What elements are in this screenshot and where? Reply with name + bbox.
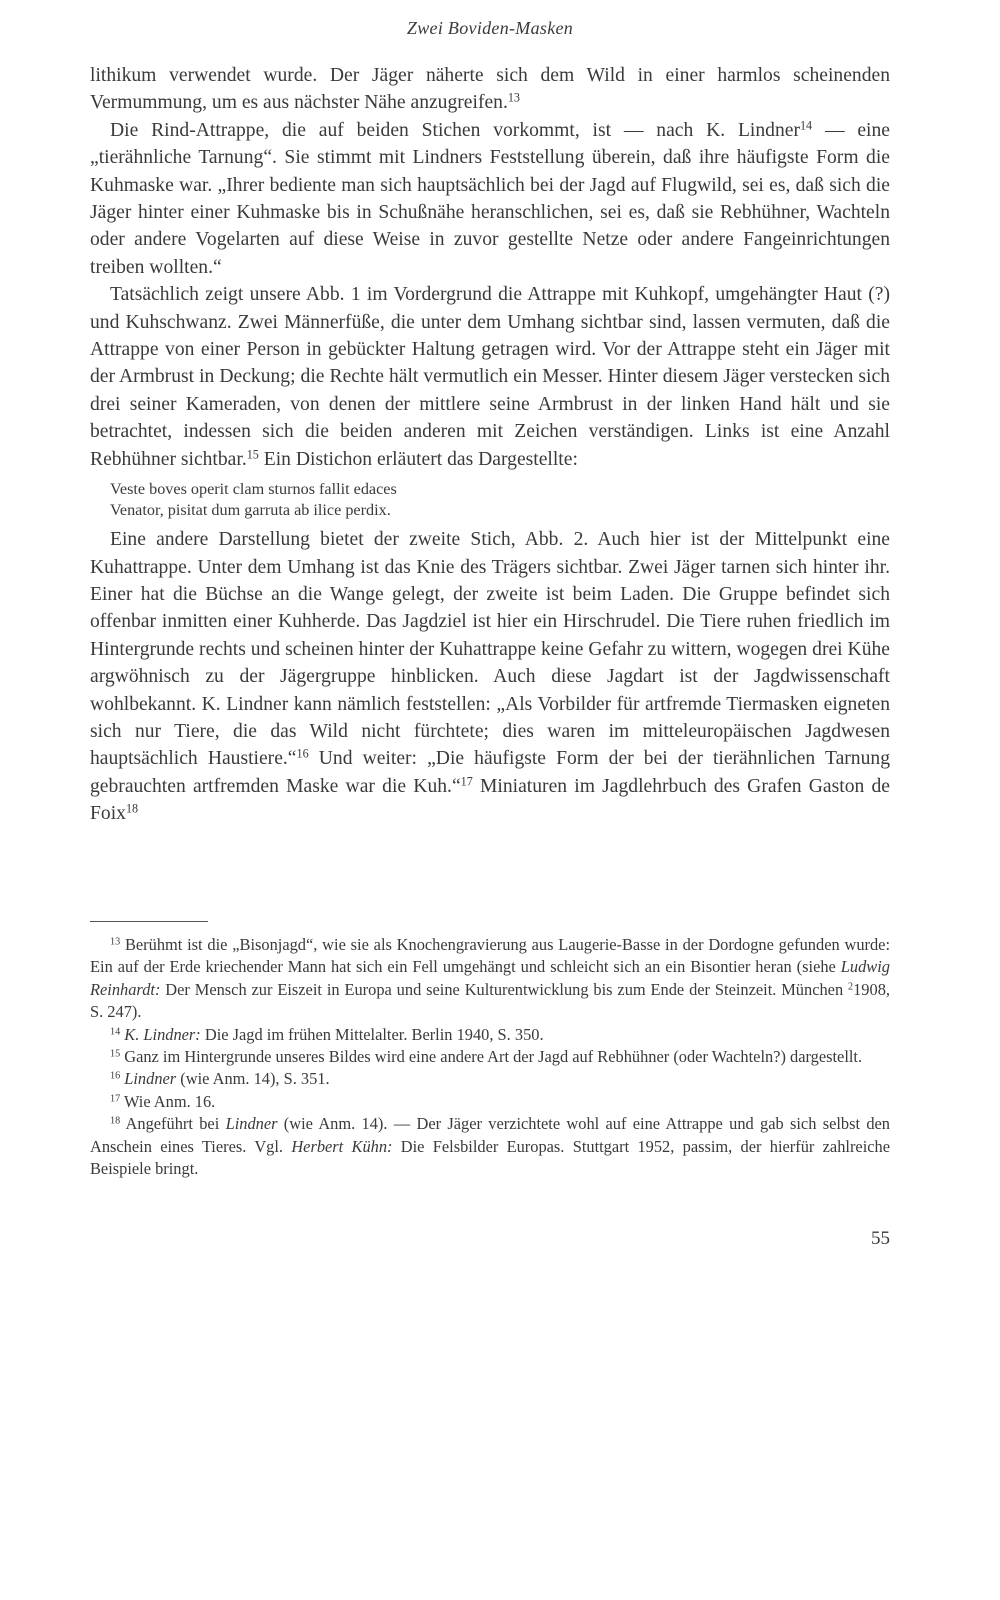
footnote-16: $^{16}$ Lindner (wie Anm. 14), S. 351.: [110, 1069, 330, 1089]
paragraph-1: lithikum verwendet wurde. Der Jäger näherte sich dem Wild in einer harmlos scheinenden Vermummung, um es aus nächster Nähe anzugreifen.$^{13}$: [90, 65, 890, 114]
footnote-ref-16: 16: [296, 746, 309, 761]
footnote-ref-18: 18: [125, 801, 139, 816]
footnote-ref-14: 14: [799, 118, 813, 133]
verse-line: Veste boves operit clam sturnos fallit edaces: [110, 480, 397, 499]
paragraph-3: Tatsächlich zeigt unsere Abb. 1 im Vordergrund die Attrappe mit Kuhkopf, umgehängter Haut (?) und Kuhschwanz. Zwei Männerfüße, die unter dem Umhang sichtbar sind, lassen vermuten, daß die Attrappe von einer Person in gebückter Haltung getragen wird. Vor der Attrappe steht ein Jäger mit der Armbrust in Deckung; die Rechte hält vermutlich ein Messer. Hinter diesem Jäger verstecken sich drei seiner Kameraden, von denen der mittlere seine Armbrust in der linken Hand hält und sie betrachtet, indessen sich die beiden anderen mit Zeichen verständigen. Links ist eine Anzahl Rebhühner sichtbar.$^{15}$ Ein Distichon erläutert das Dargestellte:: [90, 284, 890, 470]
footnote-14: $^{14}$ K. Lindner: Die Jagd im frühen Mittelalter. Berlin 1940, S. 350.: [110, 1024, 544, 1044]
footnote-ref-13: 13: [507, 90, 520, 105]
footnotes: [90, 934, 890, 1180]
body-text: [90, 62, 890, 828]
footnote-18: $^{18}$ Angeführt bei Lindner (wie Anm. 14). — Der Jäger verzichtete wohl auf eine Attrappe und gab sich selbst den Anschein eines Tieres. Vgl. Herbert Kühn: Die Felsbilder Europas. Stuttgart 1952, passim, der hierfür zahlreiche Beispiele bringt.: [90, 1114, 891, 1179]
footnote-13: $^{13}$ Berühmt ist die „Bisonjagd“, wie sie als Knochengravierung aus Laugerie-Basse in der Dordogne gefunden wurde: Ein auf der Erde kriechender Mann hat sich ein Fell umgehängt und schleicht sich an ein Bisontier heran (siehe Ludwig Reinhardt: Der Mensch zur Eiszeit in Europa und seine Kulturentwicklung bis zum Ende der Steinzeit. München $^2$1908, S. 247).: [90, 935, 890, 1022]
footnote-17: $^{17}$ Wie Anm. 16.: [110, 1091, 216, 1111]
verse-line: Venator, pisitat dum garruta ab ilice perdix.: [110, 501, 391, 520]
footnote-rule: [90, 921, 208, 922]
latin-distich: [110, 479, 890, 521]
footnote-15: $^{15}$ Ganz im Hintergrunde unseres Bildes wird eine andere Art der Jagd auf Rebhühner (oder Wachteln?) dargestellt.: [110, 1047, 863, 1067]
paragraph-4: Eine andere Darstellung bietet der zweite Stich, Abb. 2. Auch hier ist der Mittelpunkt eine Kuhattrappe. Unter dem Umhang ist das Knie des Trägers sichtbar. Zwei Jäger tarnen sich hinter ihr. Einer hat die Büchse an die Wange gelegt, der zweite ist beim Laden. Die Gruppe befindet sich offenbar inmitten einer Kuhherde. Das Jagdziel ist hier ein Hirschrudel. Die Tiere ruhen friedlich im Hintergrunde rechts und scheinen hinter der Kuhattrappe keine Gefahr zu wittern, wogegen drei Kühe argwöhnisch zu der Jägergruppe hinblicken. Auch diese Jagdart ist der Jagdwissenschaft wohlbekannt. K. Lindner kann nämlich feststellen: „Als Vorbilder für artfremde Tiermasken eigneten sich nur Tiere, die das Wild nicht fürchtete; dies waren im mitteleuropäischen Jagdwesen hauptsächlich Haustiere.“$^{16}$ Und weiter: „Die häufigste Form der bei der tierähnlichen Tarnung gebrauchten artfremden Maske war die Kuh.“$^{17}$ Miniaturen im Jagdlehrbuch des Grafen Gaston de Foix$^{18}$: [90, 529, 890, 825]
footnote-ref-17: 17: [460, 774, 473, 789]
footnote-ref-15: 15: [246, 447, 259, 462]
page-number: 55: [871, 1228, 890, 1249]
running-head: Zwei Boviden-Masken: [406, 18, 574, 38]
paragraph-2: Die Rind-Attrappe, die auf beiden Stichen vorkommt, ist — nach K. Lindner$^{14}$ — eine „tierähnliche Tarnung“. Sie stimmt mit Lindners Feststellung überein, daß ihre häufigste Form die Kuhmaske war. „Ihrer bediente man sich hauptsächlich bei der Jagd auf Flugwild, sei es, daß sich die Jäger hinter einer Kuhmaske bis in Schußnähe heranschlichen, sei es, daß sie Rebhühner, Wachteln oder andere Vogelarten auf diese Weise in zuvor gestellte Netze oder andere Fangeinrichtungen treiben wollten.“: [90, 118, 890, 278]
